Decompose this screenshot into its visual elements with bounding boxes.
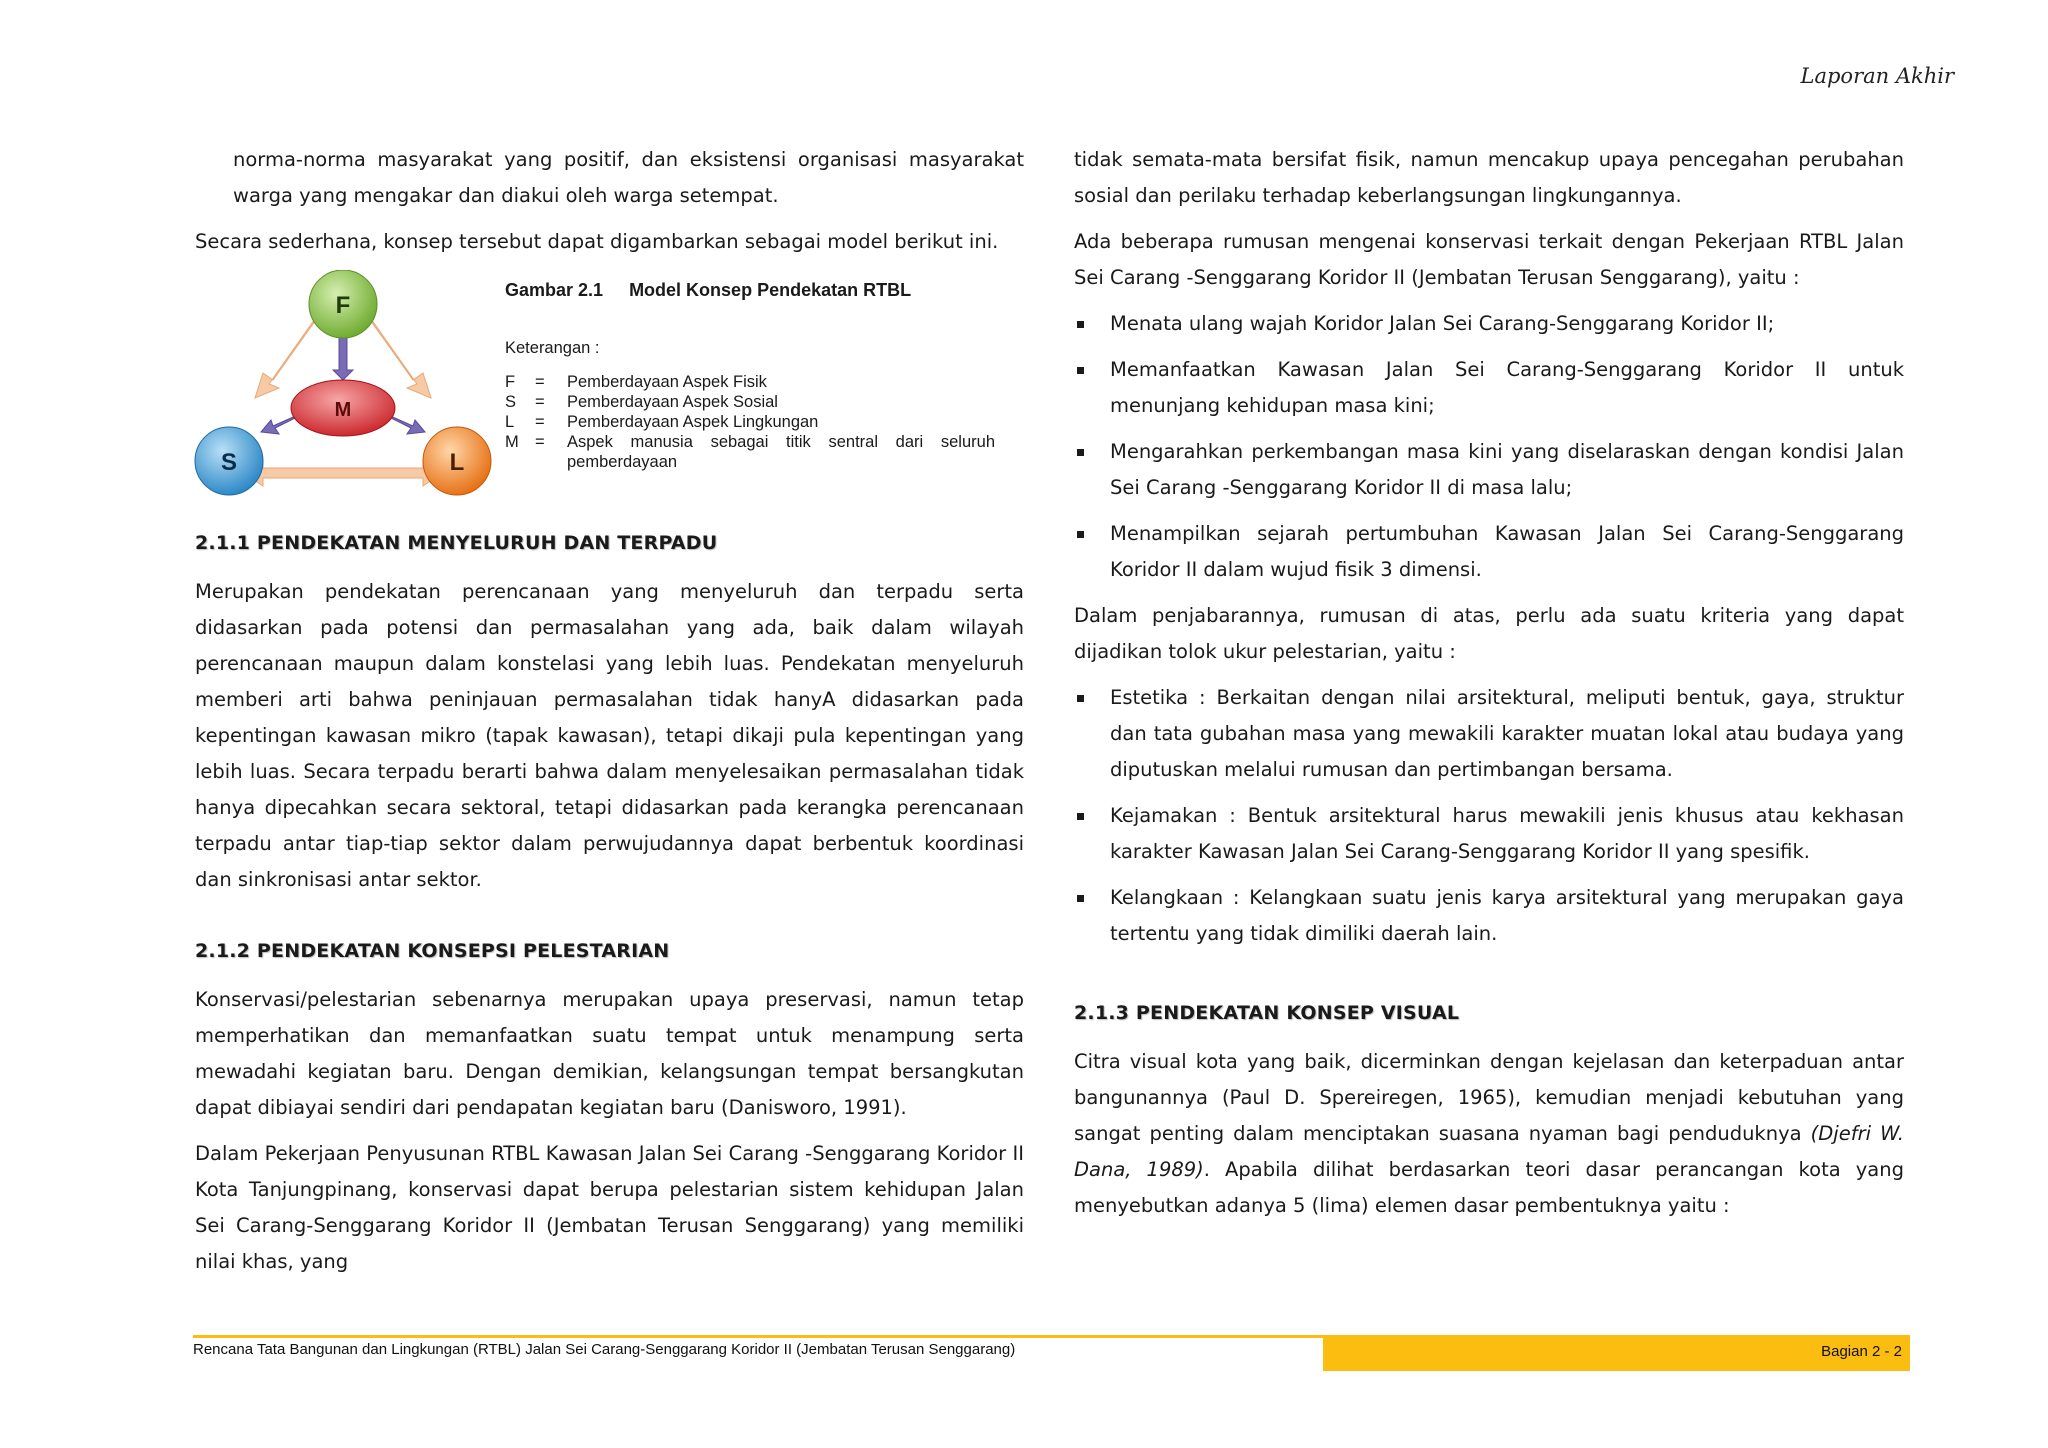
list-item: Menampilkan sejarah pertumbuhan Kawasan Jalan Sei Carang-Senggarang Koridor II dalam wujud fisik 3 dimensi. — [1074, 516, 1904, 588]
list-item: Estetika : Berkaitan dengan nilai arsitektural, meliputi bentuk, gaya, struktur dan tata gubahan masa yang mewakili karakter muatan lokal atau budaya yang diputuskan melalui rumusan dan pertimbangan bersama. — [1074, 680, 1904, 788]
legend-text: Aspek manusia sebagai titik sentral dari seluruh pemberdayaan — [567, 433, 995, 471]
continuation-paragraph: tidak semata-mata bersifat fisik, namun mencakup upaya pencegahan perubahan sosial dan perilaku terhadap keberlangsungan lingkungannya. — [1074, 148, 1904, 207]
legend-row — [505, 372, 995, 392]
figure-legend — [505, 338, 995, 472]
section-2-1-1-paragraph: Merupakan pendekatan perencanaan yang menyeluruh dan terpadu serta didasarkan pada potensi dan permasalahan yang ada, baik dalam wilayah perencanaan maupun dalam konstelasi yang lebih luas. Pendekatan menyeluruh memberi arti bahwa peninjauan permasalahan tidak hanyA didasarkan pada kepentingan kawasan mikro (tapak kawasan), tetapi dikaji pula kepentingan yang lebih luas. Secara terpadu berarti bahwa dalam menyelesaikan permasalahan tidak hanya dipecahkan secara sektoral, tetapi didasarkan pada kerangka perencanaan terpadu antar tiap-tiap sektor dalam perwujudannya dapat berbentuk koordinasi dan sinkronisasi antar sektor. — [195, 580, 1024, 891]
legend-equals: = — [535, 433, 545, 451]
rumusan-paragraph: Ada beberapa rumusan mengenai konservasi terkait dengan Pekerjaan RTBL Jalan Sei Carang -Senggarang Koridor II (Jembatan Terusan Senggarang), yaitu : — [1074, 230, 1904, 289]
left-column — [195, 142, 1024, 1290]
figure-caption — [505, 278, 911, 302]
figure-title: Model Konsep Pendekatan RTBL — [629, 280, 912, 300]
legend-key: S — [505, 393, 517, 411]
right-column — [1074, 142, 1904, 1234]
list-item: Memanfaatkan Kawasan Jalan Sei Carang-Senggarang Koridor II untuk menunjang kehidupan masa kini; — [1074, 352, 1904, 424]
conservation-list — [1074, 306, 1904, 588]
legend-equals: = — [535, 373, 545, 391]
figure-number: Gambar 2.1 — [505, 280, 604, 300]
node-l-label: L — [449, 449, 465, 476]
concept-model-diagram — [193, 270, 493, 510]
node-s-label: S — [220, 449, 238, 476]
legend-equals: = — [535, 413, 545, 431]
list-item: Menata ulang wajah Koridor Jalan Sei Carang-Senggarang Koridor II; — [1074, 306, 1904, 342]
visual-text-before: Citra visual kota yang baik, dicerminkan dengan kejelasan dan keterpaduan antar bangunannya (Paul D. Spereiregen, 1965), kemudian menjadi kebutuhan yang sangat penting dalam menciptakan suasana nyaman bagi penduduknya — [1074, 1050, 1904, 1145]
list-item: Kelangkaan : Kelangkaan suatu jenis karya arsitektural yang merupakan gaya tertentu yang tidak dimiliki daerah lain. — [1074, 880, 1904, 952]
intro-continuation: norma-norma masyarakat yang positif, dan eksistensi organisasi masyarakat warga yang mengakar dan diakui oleh warga setempat. — [233, 148, 1024, 207]
legend-text: Pemberdayaan Aspek Fisik — [567, 373, 767, 391]
legend-text: Pemberdayaan Aspek Sosial — [567, 393, 778, 411]
list-item: Kejamakan : Bentuk arsitektural harus mewakili jenis khusus atau kekhasan karakter Kawasan Jalan Sei Carang-Senggarang Koridor II yang spesifik. — [1074, 798, 1904, 870]
section-heading-2-1-3: 2.1.3 PENDEKATAN KONSEP VISUAL — [1074, 1002, 1460, 1024]
legend-equals: = — [535, 393, 545, 411]
node-f-label: F — [335, 292, 351, 319]
legend-key: M — [505, 433, 519, 451]
kriteria-paragraph: Dalam penjabarannya, rumusan di atas, perlu ada suatu kriteria yang dapat dijadikan tolok ukur pelestarian, yaitu : — [1074, 604, 1904, 663]
citation: (Djefri W. Dana, 1989) — [1074, 1122, 1904, 1181]
section-heading-2-1-1: 2.1.1 PENDEKATAN MENYELURUH DAN TERPADU — [195, 532, 718, 554]
page-header-title: Laporan Akhir — [1800, 64, 1954, 88]
section-2-1-3-paragraph — [1074, 1044, 1904, 1224]
legend-row — [505, 392, 995, 412]
section-2-1-2-paragraph-2: Dalam Pekerjaan Penyusunan RTBL Kawasan Jalan Sei Carang -Senggarang Koridor II Kota Tanjungpinang, konservasi dapat berupa pelestarian sistem kehidupan Jalan Sei Carang-Senggarang Koridor II (Jembatan Terusan Senggarang) yang memiliki nilai khas, yang — [195, 1142, 1024, 1273]
node-m-label: M — [334, 399, 352, 421]
legend-text: Pemberdayaan Aspek Lingkungan — [567, 413, 819, 431]
figure-model-konsep — [195, 270, 1024, 510]
legend-title: Keterangan : — [505, 339, 600, 357]
legend-key: F — [505, 373, 516, 391]
legend-row — [505, 412, 995, 432]
section-heading-2-1-2: 2.1.2 PENDEKATAN KONSEPSI PELESTARIAN — [195, 940, 670, 962]
intro-sentence: Secara sederhana, konsep tersebut dapat digambarkan sebagai model berikut ini. — [195, 230, 999, 253]
section-2-1-2-paragraph-1: Konservasi/pelestarian sebenarnya merupakan upaya preservasi, namun tetap memperhatikan dan memanfaatkan suatu tempat untuk menampung serta mewadahi kegiatan baru. Dengan demikian, kelangsungan tempat bersangkutan dapat dibiayai sendiri dari pendapatan kegiatan baru (Danisworo, 1991). — [195, 988, 1024, 1119]
footer-page-number: Bagian 2 - 2 — [1821, 1343, 1902, 1360]
criteria-list — [1074, 680, 1904, 952]
legend-key: L — [505, 413, 515, 431]
page-footer — [193, 1335, 1910, 1371]
visual-text-after: . Apabila dilihat berdasarkan teori dasar perancangan kota yang menyebutkan adanya 5 (lima) elemen dasar pembentuknya yaitu : — [1074, 1158, 1904, 1217]
footer-rule — [193, 1335, 1323, 1338]
legend-row — [505, 432, 995, 472]
footer-document-title: Rencana Tata Bangunan dan Lingkungan (RTBL) Jalan Sei Carang-Senggarang Koridor II (Jembatan Terusan Senggarang) — [193, 1341, 1016, 1358]
list-item: Mengarahkan perkembangan masa kini yang diselaraskan dengan kondisi Jalan Sei Carang -Senggarang Koridor II di masa lalu; — [1074, 434, 1904, 506]
